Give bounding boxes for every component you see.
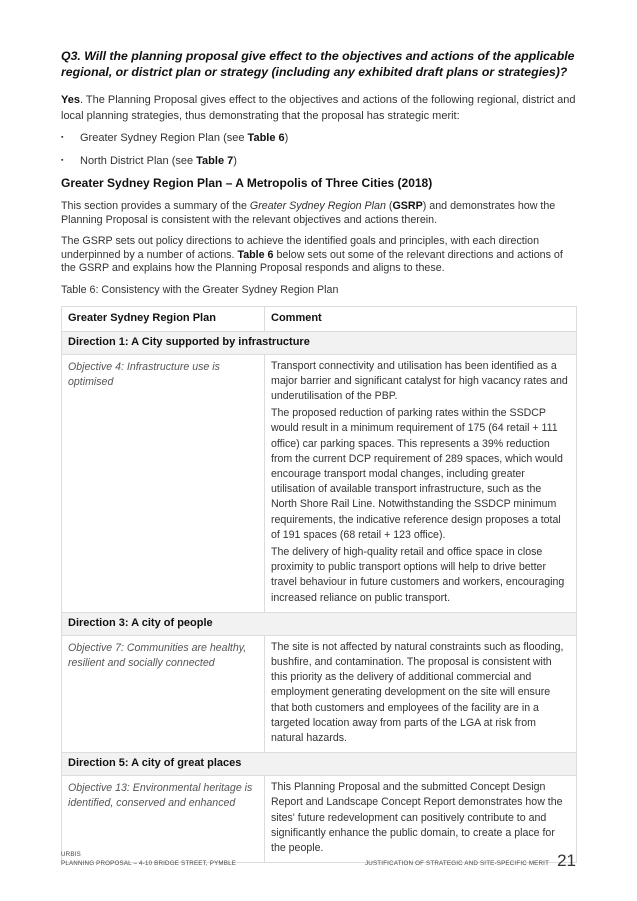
comment-cell — [265, 635, 577, 752]
objective-cell: Objective 13: Environmental heritage is identified, conserved and enhanced — [62, 776, 265, 863]
list-item: ▪ Greater Sydney Region Plan (see Table 6) — [61, 132, 289, 144]
table-header-row — [62, 306, 577, 331]
plan-list — [61, 130, 576, 169]
comment-cell — [265, 776, 577, 863]
bullet-icon: ▪ — [61, 157, 64, 164]
question-heading: Q3. Will the planning proposal give effect to the objectives and actions of the applicable regional, or district plan or strategy (including any exhibited draft plans or strategies)? — [61, 49, 575, 79]
footer-section-title: JUSTIFICATION OF STRATEGIC AND SITE-SPECIFIC MERIT — [365, 860, 550, 867]
comment-paragraph: The delivery of high-quality retail and office space in close proximity to public transport options will help to drive better travel behaviour in future customers and workers, encouraging increased reliance on public transport. — [271, 545, 565, 604]
direction-heading: Direction 1: A City supported by infrastructure — [62, 331, 577, 354]
footer-left — [61, 850, 236, 868]
table-caption: Table 6: Consistency with the Greater Sydney Region Plan — [61, 283, 339, 296]
page-number: 21 — [557, 851, 576, 870]
plan-title: Greater Sydney Region Plan — [249, 200, 386, 212]
table-row — [62, 635, 577, 752]
section-heading: Greater Sydney Region Plan – A Metropolis of Three Cities (2018) — [61, 176, 433, 190]
table-reference: Table 7 — [196, 155, 234, 167]
objective-cell: Objective 7: Communities are healthy, resilient and socially connected — [62, 635, 265, 752]
objective-cell: Objective 4: Infrastructure use is optimised — [62, 354, 265, 612]
answer-yes: Yes — [61, 94, 80, 106]
answer-paragraph — [61, 92, 576, 124]
summary-paragraph: This section provides a summary of the Greater Sydney Region Plan (GSRP) and demonstrates how the Planning Proposal is consistent with the relevant objectives and actions therein. — [61, 200, 556, 226]
direction-heading: Direction 5: A city of great places — [62, 753, 577, 776]
footer-right — [365, 852, 576, 869]
footer-document-title: PLANNING PROPOSAL – 4-10 BRIDGE STREET, PYMBLE — [61, 860, 237, 867]
column-header: Greater Sydney Region Plan — [62, 306, 265, 331]
table-reference: Table 6 — [237, 248, 274, 261]
footer-company: URBIS — [61, 851, 81, 858]
directions-paragraph: The GSRP sets out policy directions to achieve the identified goals and principles, with each direction underpinned by a number of actions. Table 6 below sets out some of the relevant directions and actions of the GSRP and explains how the Planning Proposal responds and aligns to these. — [61, 235, 563, 274]
comment-paragraph: The proposed reduction of parking rates within the SSDCP would result in a minimum requirement of 175 (64 retail + 111 office) car parking spaces. This represents a 39% reduction from the current DCP requirement of 289 spaces, which would encourage transport modal changes, including greater utilisation of available transport infrastructure, such as the North Shore Rail Line. Notwithstanding the SSDCP minimum requirements, the indicative reference design proposes a total of 191 spaces (68 retail + 123 office). — [271, 407, 563, 541]
bullet-icon: ▪ — [61, 134, 64, 141]
comment-cell — [265, 354, 577, 612]
direction-row — [62, 612, 577, 635]
comment-paragraph: Transport connectivity and utilisation has been identified as a major barrier and significant catalyst for high vacancy rates and underutilisation of the PBP. — [271, 359, 568, 402]
table-reference: Table 6 — [247, 132, 285, 144]
plan-abbreviation: GSRP — [392, 200, 423, 212]
direction-row — [62, 753, 577, 776]
column-header: Comment — [265, 306, 577, 331]
table-row — [62, 354, 577, 612]
direction-row — [62, 331, 577, 354]
comment-paragraph: This Planning Proposal and the submitted Concept Design Report and Landscape Concept Report demonstrates how the sites' future redevelopment can positively contribute to and significantly enhance the public domain, to create a place for the people. — [271, 781, 563, 854]
page-body — [61, 48, 576, 863]
direction-heading: Direction 3: A city of people — [62, 612, 577, 635]
comment-paragraph: The site is not affected by natural constraints such as flooding, bushfire, and contamination. The proposal is consistent with this priority as the delivery of additional commercial and employment generating development on the site will ensure that both customers and employees of the facility are in a targeted location away from parts of the LGA at risk from natural hazards. — [271, 640, 564, 744]
list-item: ▪ North District Plan (see Table 7) — [61, 155, 237, 167]
answer-text: . The Planning Proposal gives effect to the objectives and actions of the following regional, district and local planning strategies, thus demonstrating that the proposal has strategic merit: — [61, 94, 576, 122]
consistency-table — [61, 306, 577, 864]
